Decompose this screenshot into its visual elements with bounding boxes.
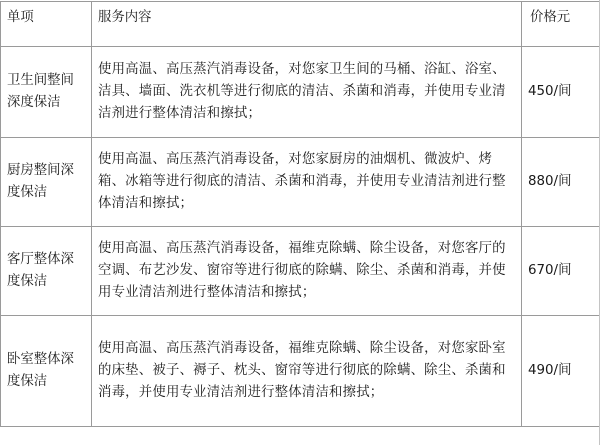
table-row xyxy=(1,138,600,227)
table-row xyxy=(1,227,600,316)
content-cell: 使用高温、高压蒸汽消毒设备，对您家厨房的油烟机、微波炉、烤箱、冰箱等进行彻底的清洁、杀菌和消毒，并使用专业清洁剂进行整体清洁和擦拭； xyxy=(92,138,522,227)
price-cell: 450/间 xyxy=(522,47,600,138)
header-content: 服务内容 xyxy=(92,2,522,47)
price-cell: 880/间 xyxy=(522,138,600,227)
item-cell: 客厅整体深度保洁 xyxy=(1,227,92,316)
table-row xyxy=(1,47,600,138)
table-header-row xyxy=(1,2,600,47)
right-border-line xyxy=(599,0,600,445)
item-cell: 卧室整体深度保洁 xyxy=(1,316,92,427)
price-cell: 490/间 xyxy=(522,316,600,427)
item-cell: 卫生间整间深度保洁 xyxy=(1,47,92,138)
content-cell: 使用高温、高压蒸汽消毒设备，福维克除螨、除尘设备，对您客厅的空调、布艺沙发、窗帘等进行彻底的除螨、除尘、杀菌和消毒，并使用专业清洁剂进行整体清洁和擦拭； xyxy=(92,227,522,316)
content-cell: 使用高温、高压蒸汽消毒设备，福维克除螨、除尘设备，对您家卧室的床垫、被子、褥子、枕头、窗帘等进行彻底的除螨、除尘、杀菌和消毒，并使用专业清洁剂进行整体清洁和擦拭； xyxy=(92,316,522,427)
price-cell: 670/间 xyxy=(522,227,600,316)
item-cell: 厨房整间深度保洁 xyxy=(1,138,92,227)
content-cell: 使用高温、高压蒸汽消毒设备，对您家卫生间的马桶、浴缸、浴室、洁具、墙面、洗衣机等进行彻底的清洁、杀菌和消毒，并使用专业清洁剂进行整体清洁和擦拭； xyxy=(92,47,522,138)
header-price: 价格元 xyxy=(522,2,600,47)
header-item: 单项 xyxy=(1,2,92,47)
service-price-table xyxy=(0,1,600,427)
table-row xyxy=(1,316,600,427)
